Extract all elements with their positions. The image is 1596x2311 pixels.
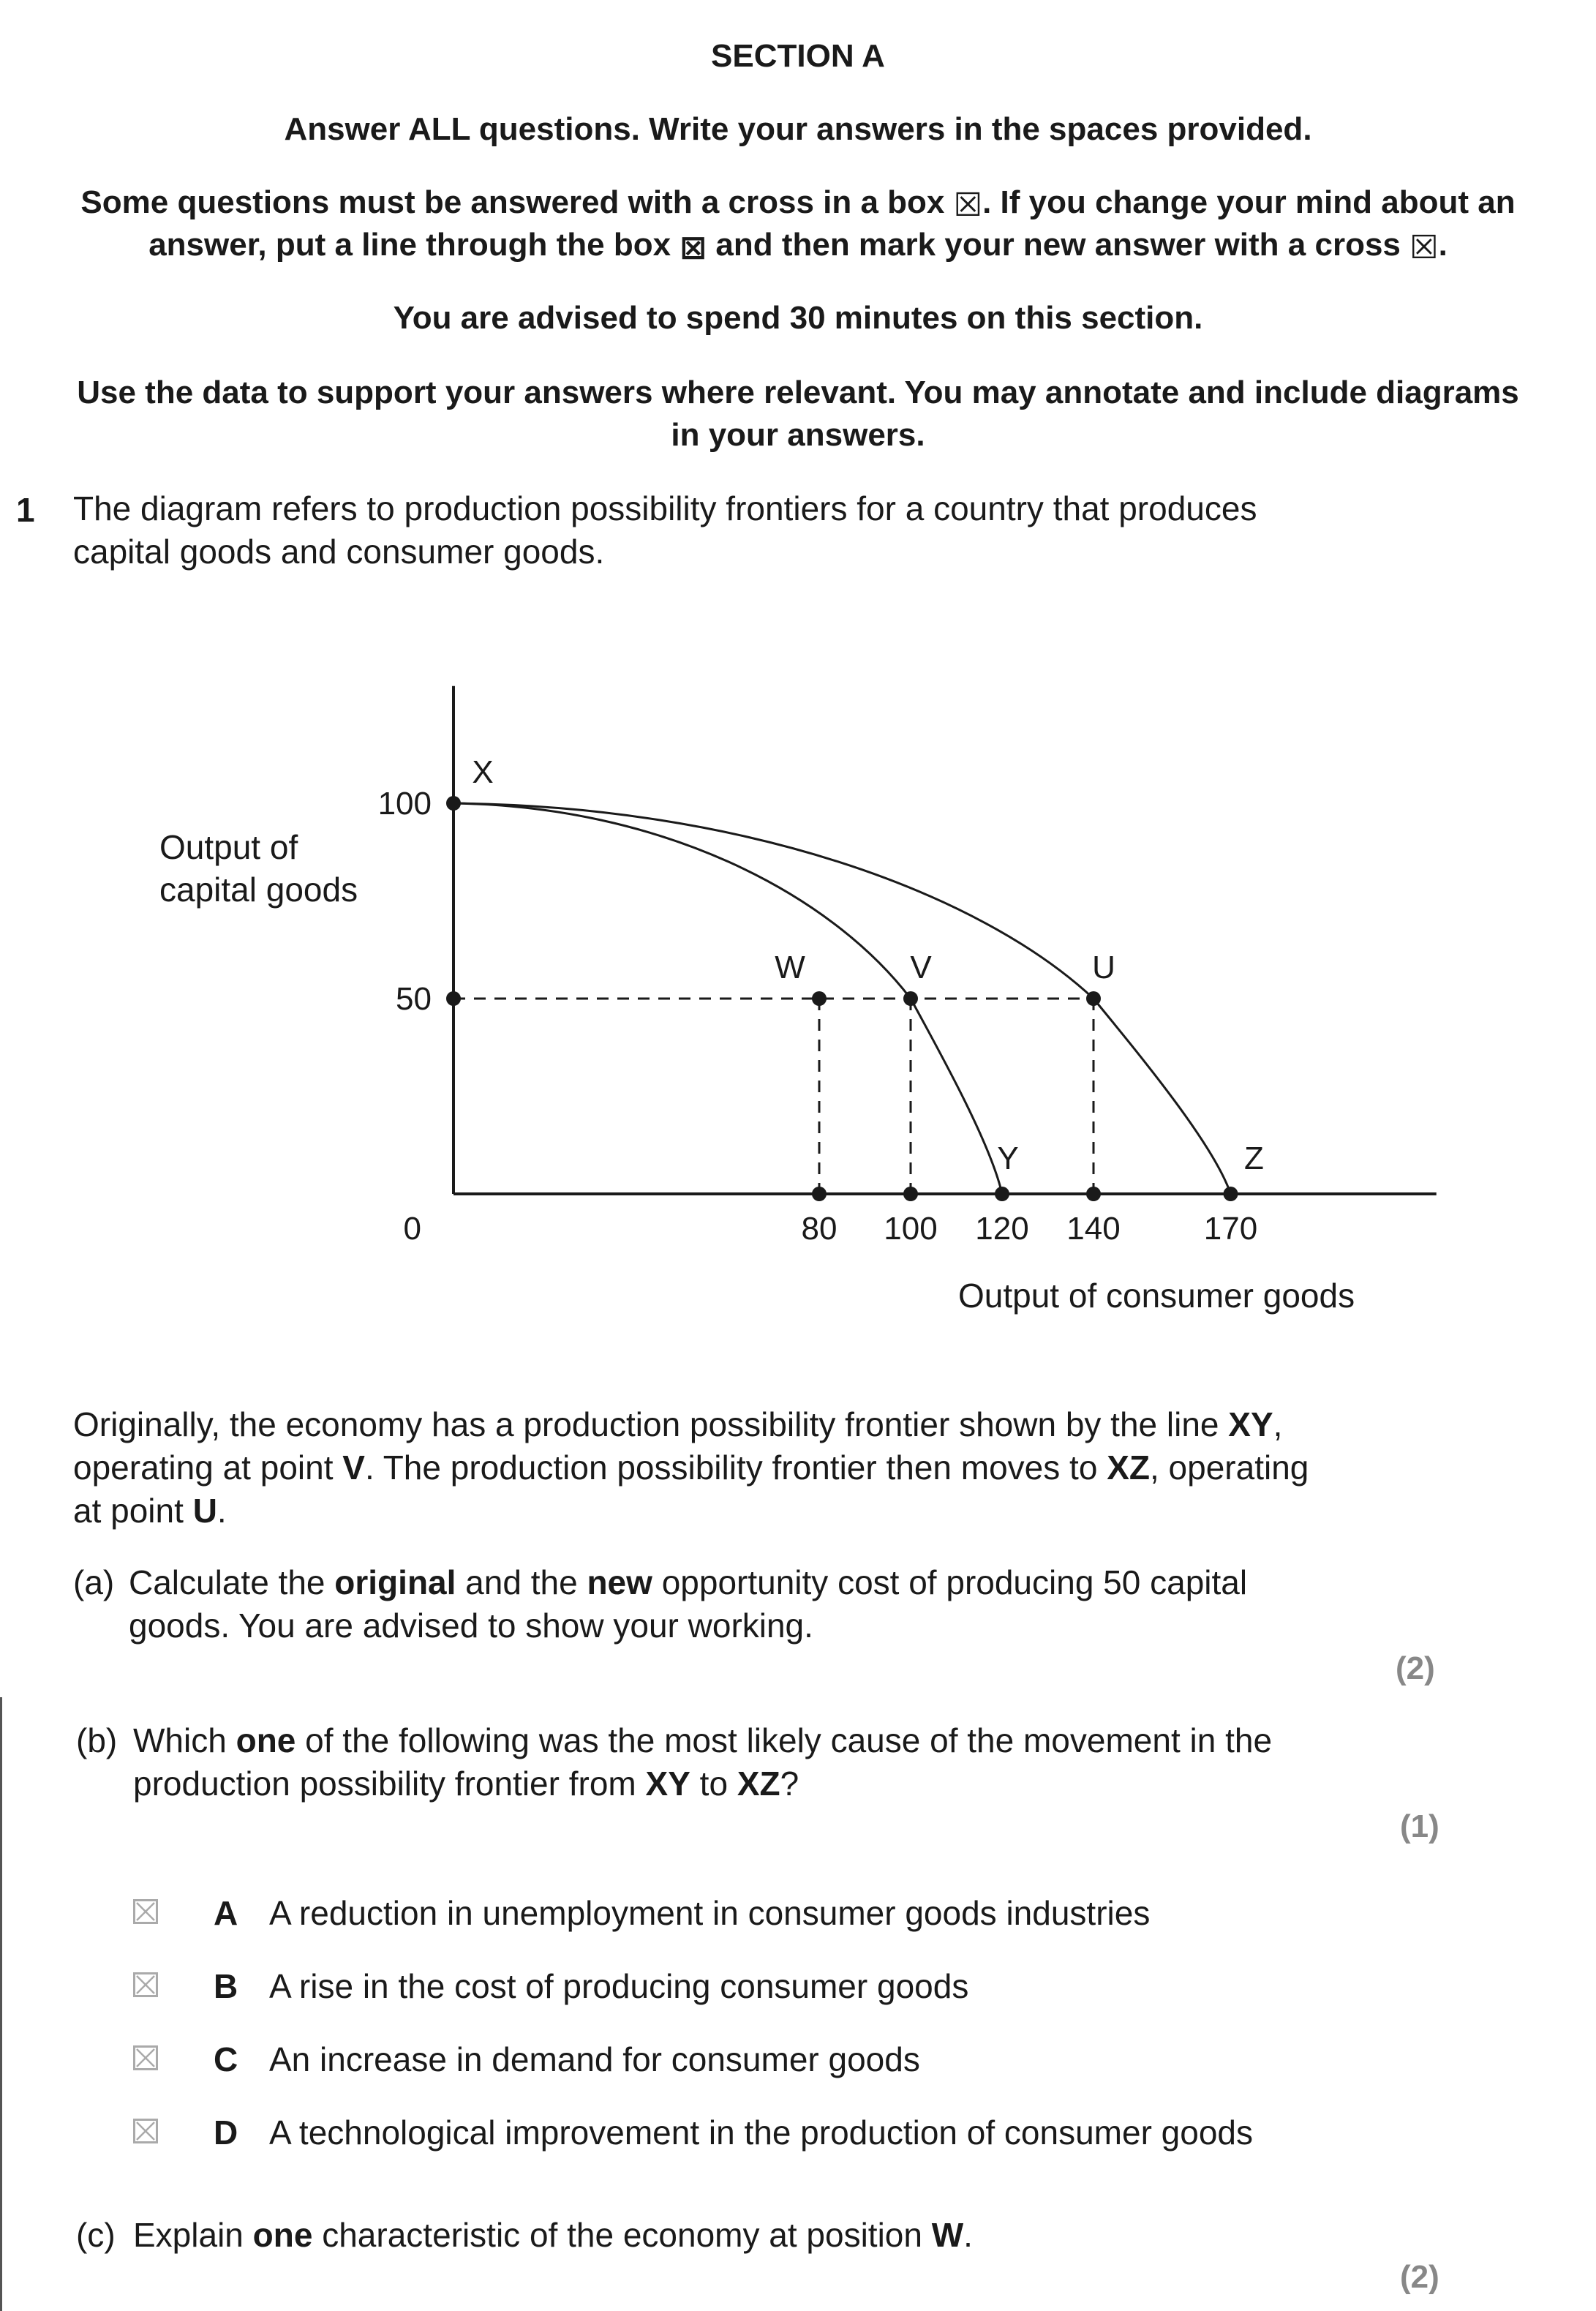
cross-icon <box>135 2121 156 2141</box>
part-b-line1 <box>133 1719 1272 1762</box>
part-c-line1 <box>133 2214 973 2257</box>
part-c-text: characteristic of the economy at position <box>312 2216 932 2254</box>
instruction-text: and then mark your new answer with a cross <box>707 227 1410 263</box>
question-intro-line2: capital goods and consumer goods. <box>73 533 605 571</box>
y-tick-100: 100 <box>377 786 432 822</box>
part-a-bold: original <box>334 1563 456 1601</box>
part-b-bold: XY <box>645 1765 690 1803</box>
data-point-8 <box>995 1187 1009 1201</box>
option-d-letter: D <box>214 2113 238 2152</box>
context-bold: XZ <box>1107 1448 1150 1487</box>
option-a-letter: A <box>214 1894 238 1932</box>
question-number: 1 <box>16 491 35 529</box>
x-axis-label: Output of consumer goods <box>958 1277 1355 1315</box>
question-intro-line1: The diagram refers to production possibility frontiers for a country that produces <box>73 489 1257 527</box>
part-a-text: and the <box>456 1563 587 1601</box>
option-c-letter: C <box>214 2040 238 2078</box>
part-a-text: opportunity cost of producing 50 capital <box>652 1563 1248 1601</box>
part-c-marks: (2) <box>1400 2259 1439 2295</box>
context-text: , <box>1273 1405 1283 1443</box>
context-text: at point <box>73 1492 193 1530</box>
part-c-text: . <box>963 2216 973 2254</box>
margin-rule <box>0 1697 2 2311</box>
part-a-line2: goods. You are advised to show your working. <box>129 1607 813 1645</box>
option-a-text: A reduction in unemployment in consumer goods industries <box>269 1894 1151 1932</box>
point-label-y: Y <box>997 1141 1019 1176</box>
context-text: Originally, the economy has a production possibility frontier shown by the line <box>73 1405 1229 1443</box>
part-a-bold: new <box>587 1563 652 1601</box>
part-b-marks: (1) <box>1400 1808 1439 1844</box>
instruction-time: You are advised to spend 30 minutes on this section. <box>393 300 1203 336</box>
part-b-text: of the following was the most likely cause of the movement in the <box>296 1721 1273 1759</box>
part-b-bold: XZ <box>737 1765 780 1803</box>
point-label-v: V <box>910 950 932 985</box>
option-b-letter: B <box>214 1967 238 2005</box>
context-text: operating at point <box>73 1448 343 1487</box>
part-b-bold: one <box>236 1721 296 1759</box>
data-point-2 <box>812 991 827 1006</box>
context-text: . The production possibility frontier then moves to <box>364 1448 1107 1487</box>
instruction-text: . If you change your mind about an <box>982 184 1516 220</box>
part-c-bold: one <box>252 2216 313 2254</box>
option-d[interactable] <box>133 2113 1523 2155</box>
part-a-label: (a) <box>73 1563 115 1601</box>
data-point-9 <box>1224 1187 1238 1201</box>
context-line3 <box>73 1489 227 1533</box>
part-b-text: ? <box>780 1765 799 1803</box>
cross-box-icon: ☒ <box>1409 230 1439 266</box>
instruction-text: answer, put a line through the box <box>148 227 680 263</box>
data-point-1 <box>446 991 461 1006</box>
option-b[interactable] <box>133 1966 1523 2009</box>
x-tick-140: 140 <box>1066 1211 1121 1247</box>
point-label-w: W <box>775 950 805 985</box>
part-b-line2 <box>133 1762 799 1805</box>
x-tick-120: 120 <box>975 1211 1029 1247</box>
part-a-line1 <box>129 1561 1247 1604</box>
part-c-label: (c) <box>76 2216 116 2254</box>
data-point-0 <box>446 796 461 811</box>
context-bold: V <box>342 1448 365 1487</box>
cross-box-icon: ☒ <box>953 187 983 223</box>
part-b-text: to <box>690 1765 737 1803</box>
point-label-u: U <box>1092 950 1115 985</box>
ppf-curve-xz <box>453 803 1231 1194</box>
option-d-text: A technological improvement in the production of consumer goods <box>269 2113 1254 2152</box>
origin-label: 0 <box>403 1211 421 1247</box>
point-label-z: Z <box>1244 1141 1264 1176</box>
part-b-text: Which <box>133 1721 236 1759</box>
context-text: . <box>217 1492 227 1530</box>
context-line2 <box>73 1446 1309 1489</box>
part-a-text: Calculate the <box>129 1563 335 1601</box>
context-text: , operating <box>1149 1448 1309 1487</box>
data-point-6 <box>903 1187 918 1201</box>
cross-icon <box>135 2048 156 2068</box>
point-label-x: X <box>472 754 494 790</box>
part-a-marks: (2) <box>1396 1650 1435 1686</box>
cross-icon <box>135 1974 156 1995</box>
x-tick-100: 100 <box>884 1211 938 1247</box>
option-c-text: An increase in demand for consumer goods <box>269 2040 920 2078</box>
option-c[interactable] <box>133 2040 1523 2082</box>
x-tick-80: 80 <box>801 1211 837 1247</box>
instruction-data-line1: Use the data to support your answers where relevant. You may annotate and include diagrams <box>77 375 1519 410</box>
y-tick-50: 50 <box>396 981 432 1017</box>
y-axis-label-line2: capital goods <box>159 871 358 909</box>
y-axis-label-line1: Output of <box>159 828 298 866</box>
option-b-checkbox[interactable] <box>133 1972 158 1997</box>
instruction-text: . <box>1438 227 1448 263</box>
instruction-data-line2: in your answers. <box>671 417 925 453</box>
instruction-text: Some questions must be answered with a cross in a box <box>80 184 954 220</box>
data-point-5 <box>812 1187 827 1201</box>
cross-icon <box>135 1901 156 1922</box>
data-point-7 <box>1086 1187 1101 1201</box>
section-title: SECTION A <box>711 38 885 74</box>
struck-box-icon: ⊠ <box>680 230 707 266</box>
part-b-text: production possibility frontier from <box>133 1765 646 1803</box>
part-c-text: Explain <box>133 2216 253 2254</box>
option-b-text: A rise in the cost of producing consumer goods <box>269 1967 969 2005</box>
context-bold: U <box>192 1492 217 1530</box>
option-a[interactable] <box>133 1893 1523 1936</box>
option-d-checkbox[interactable] <box>133 2119 158 2143</box>
context-line1 <box>73 1403 1282 1446</box>
part-b-label: (b) <box>76 1721 118 1759</box>
data-point-3 <box>903 991 918 1006</box>
x-tick-170: 170 <box>1203 1211 1258 1247</box>
instruction-answer-all: Answer ALL questions. Write your answers in the spaces provided. <box>284 111 1312 147</box>
option-c-checkbox[interactable] <box>133 2045 158 2070</box>
context-bold: XY <box>1228 1405 1273 1443</box>
option-a-checkbox[interactable] <box>133 1899 158 1924</box>
part-c-bold: W <box>931 2216 964 2254</box>
data-point-4 <box>1086 991 1101 1006</box>
